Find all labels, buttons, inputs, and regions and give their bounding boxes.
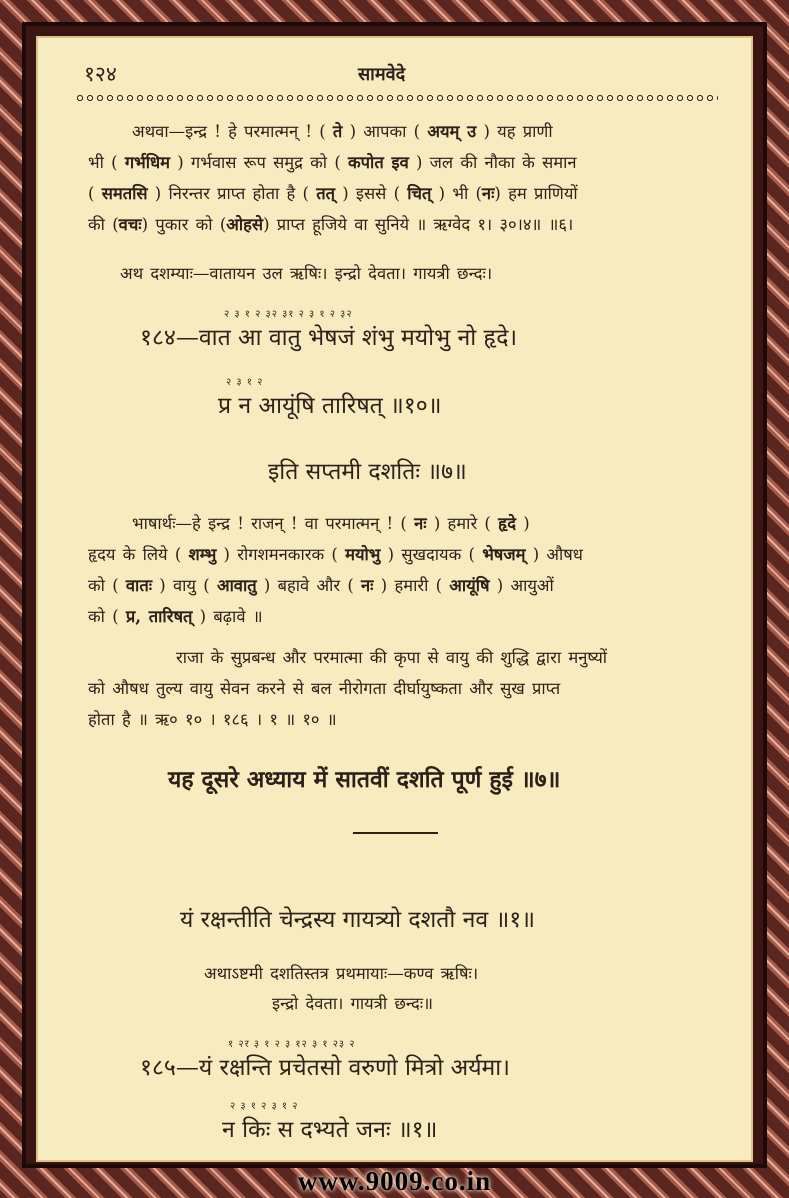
verse-184-accents-1: २ ३ १ २ ३२ ३१ २ ३ १ २ ३२ [224, 309, 353, 320]
footer [0, 1165, 789, 1198]
intro-ashtami-line-2: इन्द्रो देवता। गायत्री छन्दः॥ [272, 994, 433, 1013]
bold-term: ओहसे [226, 215, 264, 234]
para1-line: की (वचः) पुकार को (ओहसे) प्राप्त हूजिये वा सुनिये ॥ ऋग्वेद १। ३०।४॥ ॥६। [88, 215, 574, 234]
paragraph-explanation [88, 116, 578, 240]
page-header [36, 54, 753, 90]
bold-term: भेषजम् [482, 545, 526, 564]
para1-line: भी ( गर्भधिम ) गर्भवास रूप समुद्र को ( कपोत इव ) जल की नौका के समान [88, 153, 577, 172]
paragraph-summary [88, 642, 607, 735]
running-title: सामवेदे [358, 64, 406, 85]
section-divider [353, 832, 438, 834]
bhashartha-line: भाषार्थः—हे इन्द्र ! राजन् ! वा परमात्मन् ! ( नः ) हमारे ( हृदे ) [132, 514, 530, 533]
dashati-end-heading: इति सप्तमी दशतिः ॥७॥ [268, 459, 467, 485]
verse-185-line-1: १८५—यं रक्षन्ति प्रचेतसो वरुणो मित्रो अर्यमा। [140, 1055, 510, 1081]
bold-term: तत् [316, 184, 335, 203]
bold-term: मयोभु [345, 545, 381, 564]
bold-term: आयूंषि [449, 576, 490, 595]
bold-term: नः [481, 184, 495, 203]
verse-184-line-1: १८४—वात आ वातु भेषजं शंभु मयोभु नो हृदे। [140, 325, 518, 351]
verse-185-accents-2: २ ३ १ २ ३ १ २ [230, 1101, 299, 1112]
bold-term: हृदे [498, 514, 516, 533]
bold-term: आवातु [216, 576, 257, 595]
verse-185-accents-1: १ २र ३ १ २ ३ १२ ३ १ २३ २ [228, 1039, 356, 1050]
bold-term: शम्भु [188, 545, 217, 564]
bhashartha-line: हृदय के लिये ( शम्भु ) रोगशमनकारक ( मयोभु ) सुखदायक ( भेषजम् ) औषध [88, 545, 583, 564]
paragraph-bhashartha [88, 508, 583, 632]
intro-dashami: अथ दशम्याः—वातायन उल ऋषिः। इन्द्रो देवता। गायत्री छन्दः। [120, 264, 493, 283]
bold-term: अयम् उ [427, 122, 477, 141]
bold-term: नः [414, 514, 427, 533]
bold-term: गर्भधिम [124, 153, 170, 172]
bold-term: वातः [125, 576, 153, 595]
para1-line: अथवा—इन्द्र ! हे परमात्मन् ! ( ते ) आपका ( अयम् उ ) यह प्राणी [132, 122, 553, 141]
para2-line: होता है ॥ ऋ० १० । १८६ । १ ॥ १० ॥ [88, 710, 337, 729]
verse-184-line-2: प्र न आयूंषि तारिषत् ॥१०॥ [218, 393, 442, 419]
book-page [36, 36, 753, 1162]
bold-term: समतसि [101, 184, 148, 203]
bold-term: प्र, तारिषत् [125, 607, 193, 626]
bold-term: नः [361, 576, 374, 595]
bold-term: कपोत इव [348, 153, 409, 172]
bold-term: चित् [407, 184, 432, 203]
bhashartha-line: को ( वातः ) वायु ( आवातु ) बहावे और ( नः ) हमारी ( आयूंषि ) आयुओं [88, 576, 554, 595]
bold-term: ते [332, 122, 343, 141]
adhyaya-end-heading: यह दूसरे अध्याय में सातवीं दशति पूर्ण हुई ॥७॥ [168, 766, 561, 793]
para2-line: राजा के सुप्रबन्ध और परमात्मा की कृपा से वायु की शुद्धि द्वारा मनुष्यों [176, 648, 608, 667]
verse-185-line-2: न किः स दभ्यते जनः ॥१॥ [222, 1117, 438, 1143]
intro-ashtami-line-1: अथाऽष्टमी दशतिस्तत्र प्रथमायाः—कण्व ऋषिः। [204, 964, 479, 983]
bhashartha-line: को ( प्र, तारिषत् ) बढ़ावे ॥ [88, 607, 263, 626]
bold-term: वचः [118, 215, 142, 234]
para1-line: ( समतसि ) निरन्तर प्राप्त होता है ( तत् ) इससे ( चित् ) भी (नः) हम प्राणियों [88, 184, 578, 203]
ornamental-rule [76, 94, 718, 102]
para2-line: को औषध तुल्य वायु सेवन करने से बल नीरोगता दीर्घायुष्कता और सुख प्राप्त [88, 679, 561, 698]
verse-184-accents-2: २ ३ १ २ [226, 377, 264, 388]
site-watermark: www.9009.co.in [297, 1166, 492, 1196]
section-heading: यं रक्षन्तीति चेन्द्रस्य गायत्र्यो दशतौ नव ॥१॥ [180, 907, 536, 933]
page-number: १२४ [84, 62, 117, 86]
